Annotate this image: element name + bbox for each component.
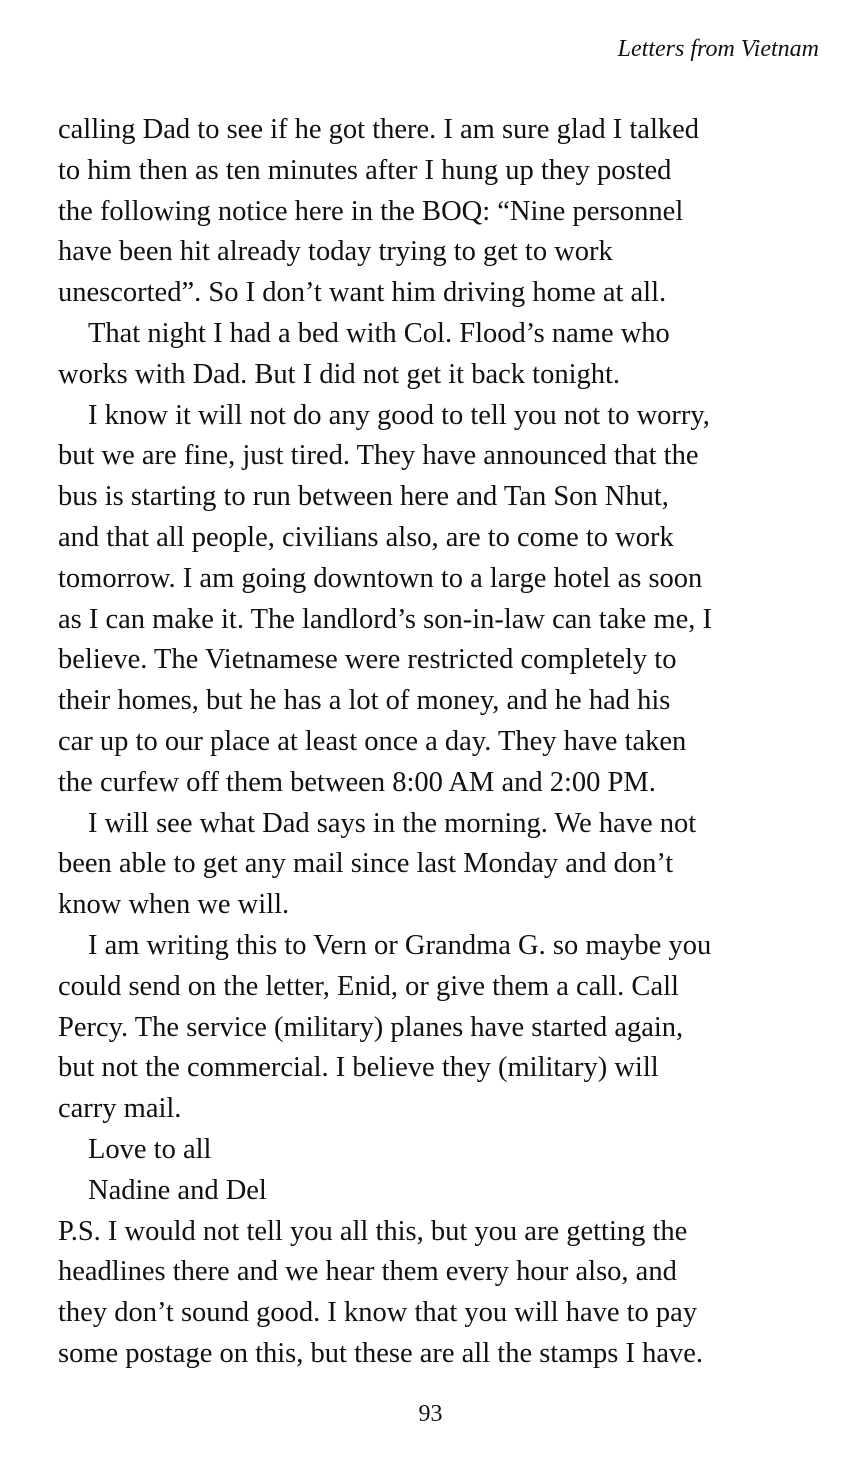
text-line: carry mail. [58,1093,182,1125]
text-line: could send on the letter, Enid, or give them a call. Call [58,970,679,1002]
text-line: tomorrow. I am going downtown to a large hotel as soon [58,562,703,594]
text-line: unescorted”. So I don’t want him driving home at all. [58,277,667,309]
text-line: as I can make it. The landlord’s son-in-law can take me, I [58,603,712,635]
paragraph-start-line: I will see what Dad says in the morning. We have not [88,807,697,839]
text-line: been able to get any mail since last Monday and don’t [58,848,674,880]
closing-line: Love to all [88,1133,212,1165]
text-line: their homes, but he has a lot of money, and he had his [58,685,671,717]
page-number: 93 [418,1401,443,1427]
paragraph-start-line: I know it will not do any good to tell you not to worry, [88,399,710,431]
text-line: bus is starting to run between here and Tan Son Nhut, [58,481,669,513]
text-line: headlines there and we hear them every hour also, and [58,1256,677,1288]
letter-body [58,110,838,1375]
text-line: but we are fine, just tired. They have announced that the [58,440,699,472]
postscript-line: P.S. I would not tell you all this, but you are getting the [58,1215,688,1247]
text-line: but not the commercial. I believe they (military) will [58,1052,659,1084]
text-line: to him then as ten minutes after I hung up they posted [58,154,672,186]
paragraph-start-line: That night I had a bed with Col. Flood’s name who [88,317,670,349]
running-head: Letters from Vietnam [617,36,819,62]
text-line: the following notice here in the BOQ: “Nine personnel [58,195,684,227]
paragraph-start-line: I am writing this to Vern or Grandma G. so maybe you [88,929,712,961]
text-line: calling Dad to see if he got there. I am sure glad I talked [58,114,700,145]
text-line: have been hit already today trying to get to work [58,236,613,268]
text-line: know when we will. [58,889,290,921]
text-line: and that all people, civilians also, are to come to work [58,521,674,553]
text-line: some postage on this, but these are all the stamps I have. [58,1337,704,1369]
text-line: Percy. The service (military) planes have started again, [58,1011,684,1043]
text-line: works with Dad. But I did not get it back tonight. [58,358,621,390]
text-line: the curfew off them between 8:00 AM and 2:00 PM. [58,766,656,798]
signature-line: Nadine and Del [88,1174,267,1206]
text-line: they don’t sound good. I know that you will have to pay [58,1297,698,1329]
text-line: car up to our place at least once a day. They have taken [58,725,687,757]
text-line: believe. The Vietnamese were restricted completely to [58,644,677,676]
